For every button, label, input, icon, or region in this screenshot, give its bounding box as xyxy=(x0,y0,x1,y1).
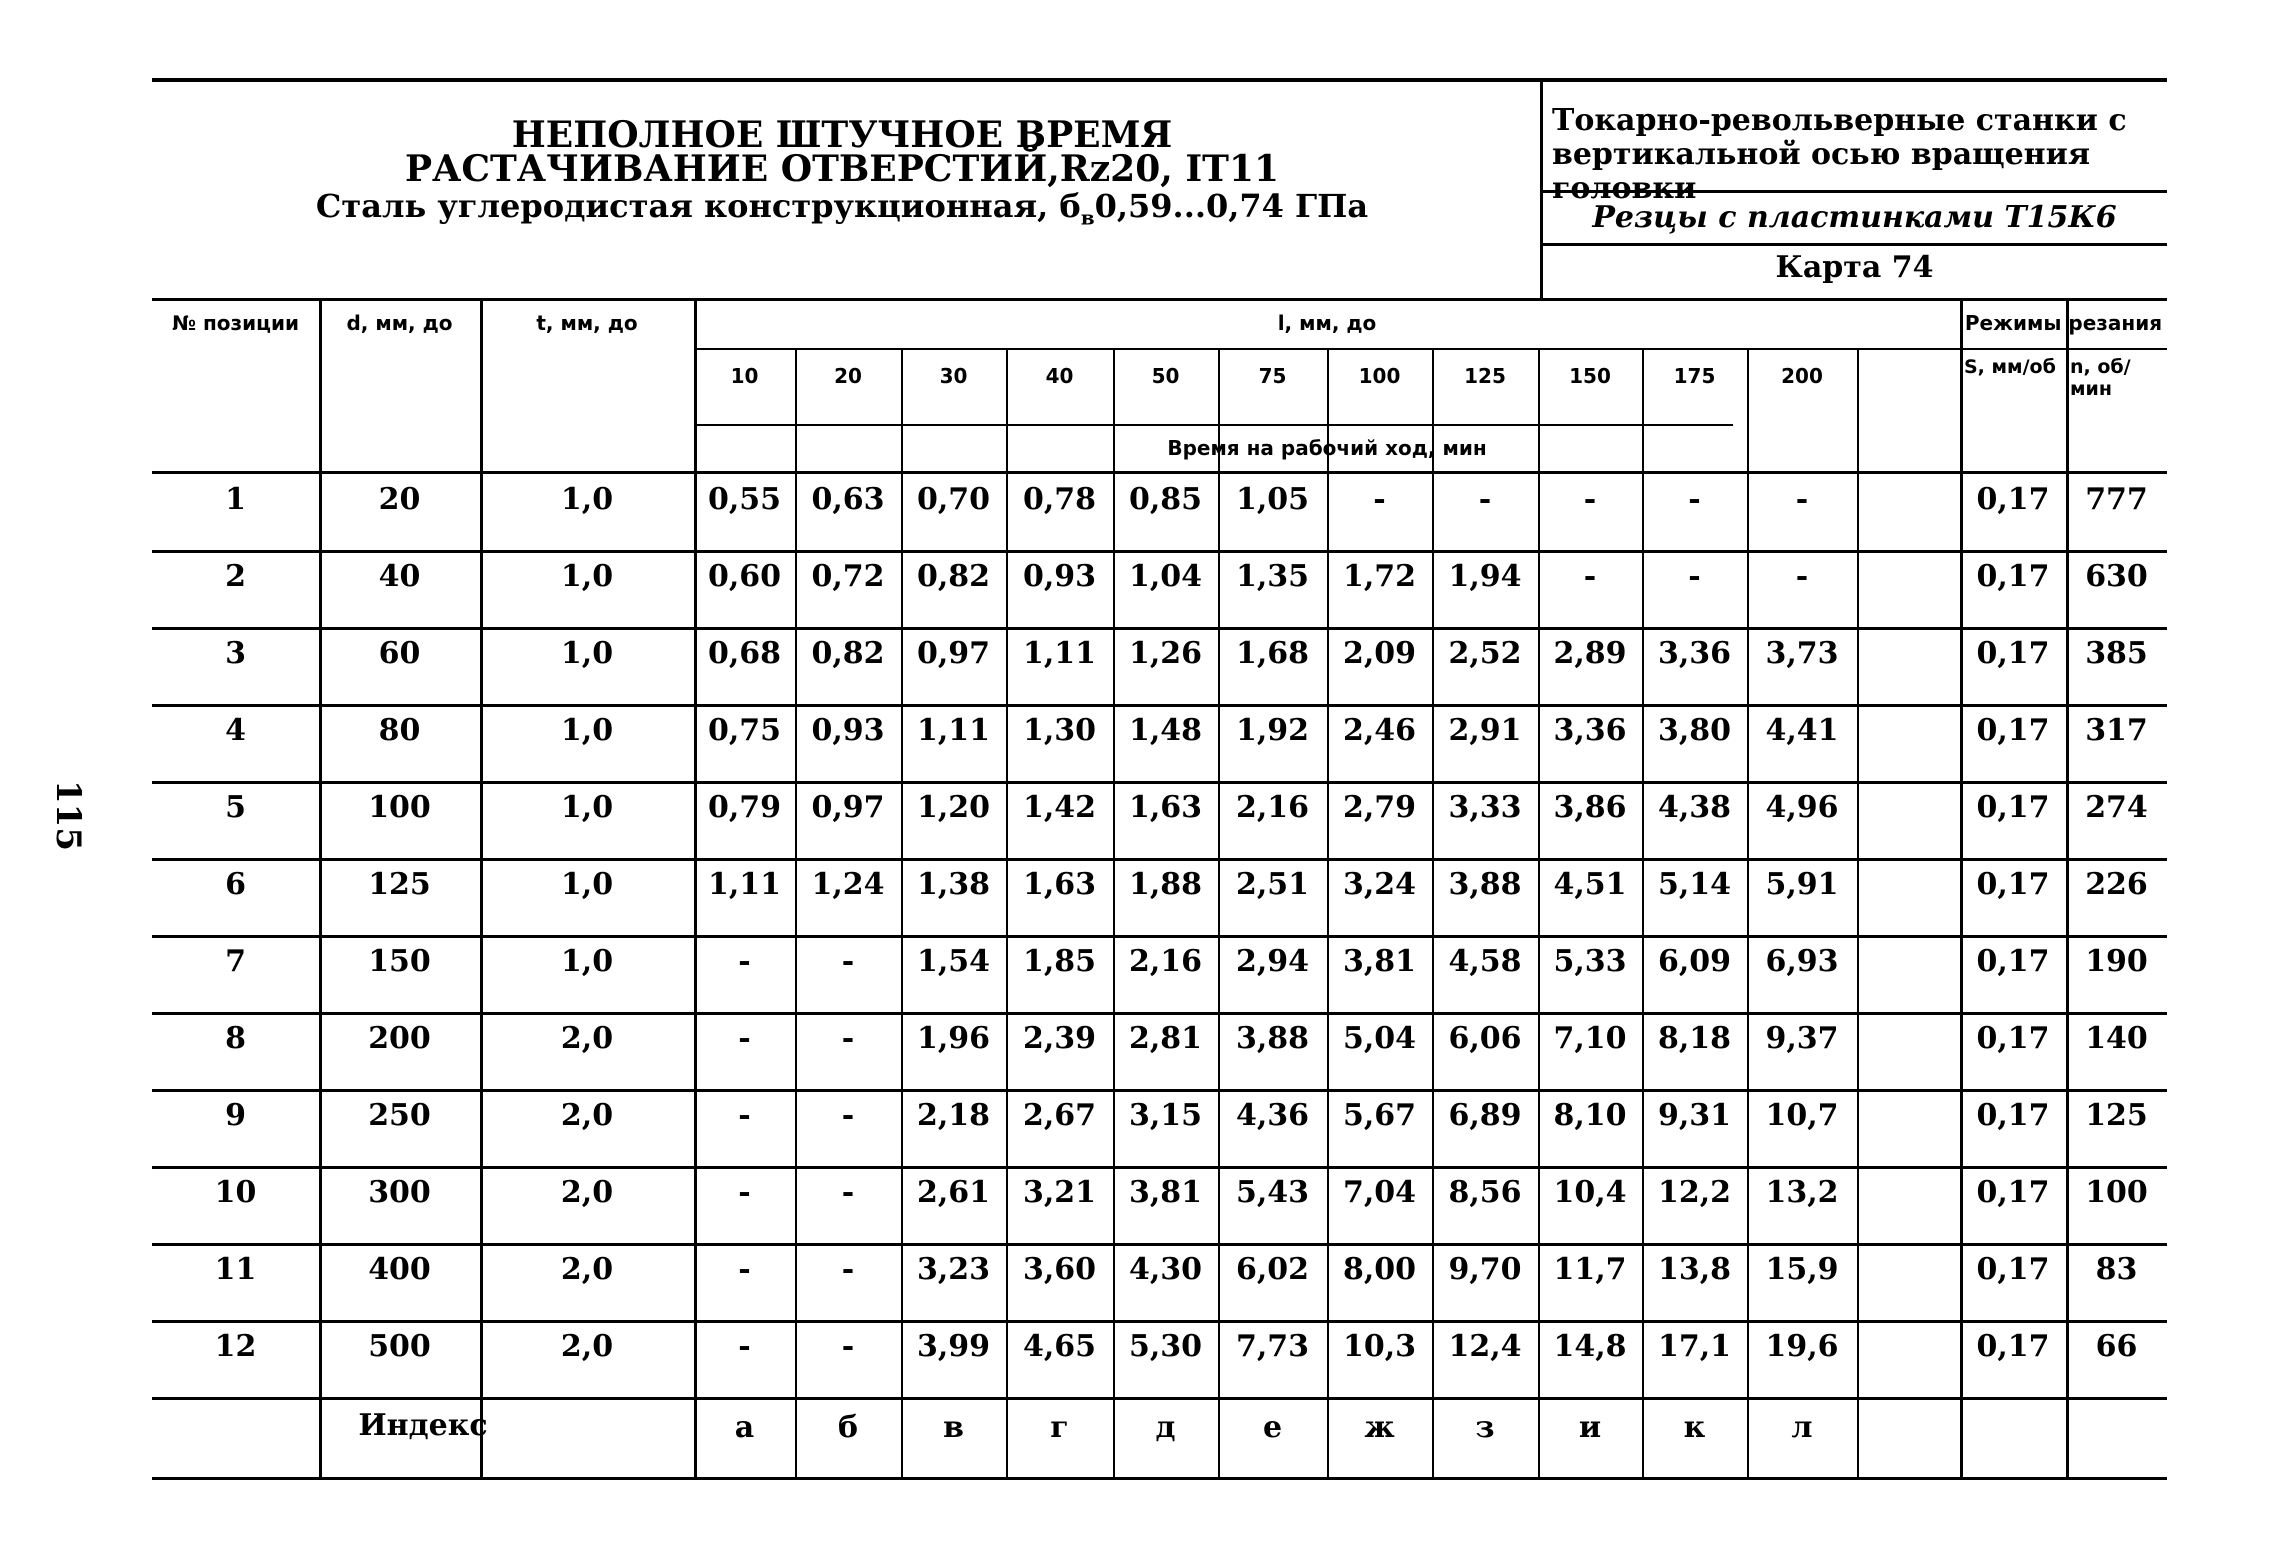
time-cell: 4,51 xyxy=(1553,867,1627,902)
row-diameter: 500 xyxy=(368,1329,431,1364)
time-cell: 14,8 xyxy=(1553,1329,1627,1364)
row-position: 3 xyxy=(225,636,246,671)
time-cell: 2,91 xyxy=(1448,713,1522,748)
time-cell: 0,75 xyxy=(707,713,782,748)
index-letter: к xyxy=(1683,1410,1706,1445)
time-cell: 2,18 xyxy=(916,1098,991,1133)
time-cell: 3,60 xyxy=(1022,1252,1097,1287)
l-value-header: 100 xyxy=(1358,364,1401,388)
time-cell: - xyxy=(1478,482,1492,517)
time-cell: 5,04 xyxy=(1342,1021,1417,1056)
time-cell: 13,2 xyxy=(1765,1175,1839,1210)
time-cell: - xyxy=(841,944,855,979)
row-depth: 2,0 xyxy=(560,1252,614,1287)
time-cell: 8,56 xyxy=(1448,1175,1522,1210)
col-header-d: d, мм, до xyxy=(346,311,453,335)
time-cell: 3,36 xyxy=(1553,713,1627,748)
row-depth: 1,0 xyxy=(560,559,614,594)
time-cell: 3,24 xyxy=(1342,867,1417,902)
time-cell: - xyxy=(1795,482,1809,517)
feed-cell: 0,17 xyxy=(1976,790,2050,825)
time-cell: 2,81 xyxy=(1128,1021,1203,1056)
row-diameter: 100 xyxy=(368,790,431,825)
feed-cell: 0,17 xyxy=(1976,1329,2050,1364)
row-depth: 2,0 xyxy=(560,1098,614,1133)
col-header-t: t, мм, до xyxy=(536,311,638,335)
row-depth: 1,0 xyxy=(560,636,614,671)
time-cell: - xyxy=(738,1329,751,1364)
time-cell: 0,93 xyxy=(1022,559,1097,594)
time-cell: 8,10 xyxy=(1553,1098,1627,1133)
time-cell: 0,93 xyxy=(811,713,885,748)
time-cell: - xyxy=(738,1021,751,1056)
time-cell: 1,30 xyxy=(1022,713,1097,748)
time-cell: 2,94 xyxy=(1235,944,1310,979)
time-cell: 7,10 xyxy=(1553,1021,1627,1056)
index-letter: ж xyxy=(1364,1410,1395,1445)
time-cell: 0,79 xyxy=(707,790,782,825)
time-cell: 1,35 xyxy=(1235,559,1310,594)
time-cell: 4,96 xyxy=(1765,790,1839,825)
page-number: 115 xyxy=(48,780,88,851)
time-cell: 3,21 xyxy=(1022,1175,1097,1210)
row-position: 2 xyxy=(225,559,246,594)
time-cell: - xyxy=(841,1021,855,1056)
norm-card-sheet xyxy=(152,78,2167,1468)
speed-cell: 66 xyxy=(2095,1329,2138,1364)
time-cell: 1,88 xyxy=(1128,867,1203,902)
time-cell: 2,67 xyxy=(1022,1098,1097,1133)
index-letter: л xyxy=(1791,1410,1813,1445)
index-letter: е xyxy=(1262,1410,1283,1445)
feed-cell: 0,17 xyxy=(1976,559,2050,594)
l-value-header: 20 xyxy=(834,364,862,388)
time-cell: 2,09 xyxy=(1342,636,1417,671)
time-cell: 2,16 xyxy=(1128,944,1203,979)
feed-cell: 0,17 xyxy=(1976,713,2050,748)
time-cell: 6,02 xyxy=(1235,1252,1310,1287)
index-letter: г xyxy=(1050,1410,1069,1445)
time-cell: 1,11 xyxy=(916,713,991,748)
time-cell: 1,05 xyxy=(1235,482,1310,517)
index-letter: б xyxy=(837,1410,858,1445)
speed-cell: 274 xyxy=(2085,790,2148,825)
time-cell: 0,68 xyxy=(707,636,782,671)
speed-cell: 630 xyxy=(2085,559,2148,594)
index-letter: и xyxy=(1578,1410,1602,1445)
time-cell: 1,42 xyxy=(1022,790,1097,825)
feed-cell: 0,17 xyxy=(1976,1098,2050,1133)
time-cell: 10,7 xyxy=(1765,1098,1839,1133)
time-cell: 0,82 xyxy=(811,636,885,671)
l-value-header: 30 xyxy=(939,364,968,388)
row-diameter: 80 xyxy=(378,713,421,748)
time-cell: 0,97 xyxy=(916,636,991,671)
time-cell: 0,72 xyxy=(811,559,885,594)
time-cell: 5,67 xyxy=(1342,1098,1417,1133)
time-cell: 5,43 xyxy=(1235,1175,1310,1210)
title-block xyxy=(152,114,1532,237)
title-line-1: НЕПОЛНОЕ ШТУЧНОЕ ВРЕМЯ xyxy=(511,114,1173,156)
time-cell: 0,60 xyxy=(707,559,782,594)
time-cell: 3,88 xyxy=(1448,867,1522,902)
machine-title xyxy=(1552,104,2167,206)
modes-header: Режимы резания xyxy=(1964,311,2163,335)
subtitle-text: Сталь углеродистая конструкционная, б xyxy=(315,187,1081,225)
time-cell: - xyxy=(841,1329,855,1364)
time-cell: - xyxy=(1373,482,1386,517)
time-cell: 3,86 xyxy=(1553,790,1627,825)
row-depth: 2,0 xyxy=(560,1175,614,1210)
time-cell: 1,11 xyxy=(1022,636,1097,671)
time-cell: 1,68 xyxy=(1235,636,1310,671)
speed-cell: 125 xyxy=(2085,1098,2148,1133)
tools-label: Резцы с пластинками Т15К6 xyxy=(1592,200,2117,235)
subtitle-subscript: в xyxy=(1080,205,1095,230)
time-cell: 4,65 xyxy=(1022,1329,1097,1364)
time-cell: 4,41 xyxy=(1765,713,1839,748)
time-cell: 1,20 xyxy=(916,790,991,825)
feed-cell: 0,17 xyxy=(1976,636,2050,671)
speed-cell: 317 xyxy=(2085,713,2148,748)
row-position: 10 xyxy=(214,1175,257,1210)
time-cell: 4,36 xyxy=(1235,1098,1310,1133)
speed-cell: 83 xyxy=(2095,1252,2138,1287)
feed-cell: 0,17 xyxy=(1976,1252,2050,1287)
title-line-2: РАСТАЧИВАНИЕ ОТВЕРСТИЙ,Rz20, IT11 xyxy=(404,148,1280,190)
feed-cell: 0,17 xyxy=(1976,482,2050,517)
row-depth: 2,0 xyxy=(560,1329,614,1364)
time-cell: - xyxy=(1688,559,1701,594)
machine-line-1: Токарно-револьверные станки с xyxy=(1552,103,2127,138)
time-cell: 0,82 xyxy=(916,559,991,594)
time-cell: 2,89 xyxy=(1553,636,1627,671)
row-position: 8 xyxy=(225,1021,246,1056)
time-cell: 6,89 xyxy=(1448,1098,1522,1133)
row-position: 12 xyxy=(214,1329,257,1364)
col-header-l: l, мм, до xyxy=(1277,311,1377,335)
subtitle-tail: 0,59...0,74 ГПа xyxy=(1094,187,1369,225)
time-cell: 17,1 xyxy=(1657,1329,1732,1364)
row-diameter: 20 xyxy=(378,482,421,517)
time-cell: 1,63 xyxy=(1022,867,1097,902)
time-cell: 3,73 xyxy=(1765,636,1839,671)
time-cell: 3,15 xyxy=(1128,1098,1203,1133)
time-cell: 8,18 xyxy=(1657,1021,1732,1056)
time-cell: 3,80 xyxy=(1657,713,1732,748)
time-cell: 2,16 xyxy=(1235,790,1310,825)
time-cell: 19,6 xyxy=(1765,1329,1839,1364)
time-cell: - xyxy=(1688,482,1701,517)
time-cell: 1,11 xyxy=(707,867,782,902)
time-cell: 3,36 xyxy=(1657,636,1732,671)
time-cell: 1,38 xyxy=(916,867,991,902)
row-position: 7 xyxy=(225,944,246,979)
time-cell: 6,09 xyxy=(1657,944,1732,979)
row-position: 6 xyxy=(225,867,246,902)
col-header-position: № позиции xyxy=(171,311,300,335)
time-cell: 3,88 xyxy=(1235,1021,1310,1056)
time-cell: 4,38 xyxy=(1657,790,1732,825)
time-cell: 2,39 xyxy=(1022,1021,1097,1056)
time-cell: - xyxy=(1795,559,1809,594)
time-cell: 12,4 xyxy=(1448,1329,1522,1364)
speed-cell: 385 xyxy=(2085,636,2148,671)
time-cell: 0,85 xyxy=(1128,482,1203,517)
time-cell: 5,91 xyxy=(1765,867,1839,902)
time-cell: 0,70 xyxy=(916,482,991,517)
row-depth: 2,0 xyxy=(560,1021,614,1056)
time-cell: 8,00 xyxy=(1342,1252,1417,1287)
row-diameter: 60 xyxy=(378,636,421,671)
time-cell: 3,23 xyxy=(916,1252,991,1287)
time-cell: 1,54 xyxy=(916,944,991,979)
speed-cell: 140 xyxy=(2085,1021,2148,1056)
l-value-header: 175 xyxy=(1673,364,1716,388)
l-value-header: 75 xyxy=(1258,364,1287,388)
index-letter: а xyxy=(734,1410,755,1445)
time-cell: 1,85 xyxy=(1022,944,1097,979)
feed-cell: 0,17 xyxy=(1976,1175,2050,1210)
row-diameter: 150 xyxy=(368,944,431,979)
index-letter: в xyxy=(943,1410,964,1445)
time-cell: 6,93 xyxy=(1765,944,1839,979)
index-label: Индекс xyxy=(358,1407,488,1443)
table-bottom-rule xyxy=(152,1477,2167,1480)
time-cell: 15,9 xyxy=(1765,1252,1839,1287)
card-number: Карта 74 xyxy=(1775,250,1934,285)
feed-cell: 0,17 xyxy=(1976,944,2050,979)
l-value-header: 10 xyxy=(730,364,759,388)
header-rule-2 xyxy=(1540,243,2167,246)
l-value-header: 150 xyxy=(1569,364,1611,388)
row-depth: 1,0 xyxy=(560,867,614,902)
top-rule xyxy=(152,78,2167,82)
time-cell: - xyxy=(841,1098,855,1133)
l-value-header: 200 xyxy=(1781,364,1823,388)
speed-cell: 100 xyxy=(2085,1175,2148,1210)
speed-cell: 777 xyxy=(2085,482,2148,517)
time-cell: 1,63 xyxy=(1128,790,1203,825)
time-cell: 0,78 xyxy=(1022,482,1097,517)
time-cell: 3,81 xyxy=(1342,944,1417,979)
time-cell: - xyxy=(1583,559,1597,594)
row-position: 1 xyxy=(225,482,246,517)
time-cell: - xyxy=(1583,482,1597,517)
row-diameter: 40 xyxy=(378,559,421,594)
row-diameter: 200 xyxy=(368,1021,431,1056)
time-cell: 4,58 xyxy=(1448,944,1522,979)
index-letter: з xyxy=(1475,1410,1495,1445)
time-cell: 3,99 xyxy=(916,1329,991,1364)
row-position: 4 xyxy=(225,713,246,748)
feed-cell: 0,17 xyxy=(1976,867,2050,902)
time-cell: 5,30 xyxy=(1128,1329,1203,1364)
row-depth: 1,0 xyxy=(560,790,614,825)
time-cell: 2,61 xyxy=(916,1175,991,1210)
row-depth: 1,0 xyxy=(560,944,614,979)
time-cell: 5,33 xyxy=(1553,944,1627,979)
row-depth: 1,0 xyxy=(560,482,614,517)
speed-cell: 226 xyxy=(2085,867,2148,902)
time-cell: 0,55 xyxy=(707,482,782,517)
col-header-n: n, об/мин xyxy=(2070,356,2131,400)
time-cell: 10,4 xyxy=(1553,1175,1627,1210)
time-cell: 6,06 xyxy=(1448,1021,1522,1056)
time-cell: 2,79 xyxy=(1342,790,1417,825)
time-cell: 0,63 xyxy=(811,482,885,517)
time-cell: 12,2 xyxy=(1657,1175,1732,1210)
row-diameter: 250 xyxy=(368,1098,431,1133)
time-cell: - xyxy=(841,1175,855,1210)
time-cell: 7,73 xyxy=(1235,1329,1310,1364)
l-value-header: 125 xyxy=(1464,364,1506,388)
row-diameter: 400 xyxy=(368,1252,431,1287)
time-cell: 7,04 xyxy=(1342,1175,1417,1210)
l-value-header: 50 xyxy=(1151,364,1180,388)
time-cell: 3,81 xyxy=(1128,1175,1203,1210)
row-diameter: 300 xyxy=(368,1175,431,1210)
time-cell: 9,37 xyxy=(1765,1021,1839,1056)
time-label: Время на рабочий ход, мин xyxy=(1167,435,1487,460)
index-letter: д xyxy=(1155,1410,1176,1445)
time-cell: 9,70 xyxy=(1448,1252,1522,1287)
time-cell: 2,46 xyxy=(1342,713,1417,748)
time-cell: 1,24 xyxy=(811,867,885,902)
time-cell: 10,3 xyxy=(1342,1329,1417,1364)
time-cell: 0,97 xyxy=(811,790,885,825)
time-cell: 3,33 xyxy=(1448,790,1522,825)
l-value-header: 40 xyxy=(1045,364,1074,388)
time-cell: 1,96 xyxy=(916,1021,991,1056)
time-cell: 5,14 xyxy=(1657,867,1732,902)
row-depth: 1,0 xyxy=(560,713,614,748)
column-rule xyxy=(1857,348,1859,1477)
time-cell: 4,30 xyxy=(1128,1252,1203,1287)
time-cell: 11,7 xyxy=(1553,1252,1627,1287)
feed-cell: 0,17 xyxy=(1976,1021,2050,1056)
time-cell: 2,51 xyxy=(1235,867,1310,902)
time-cell: - xyxy=(738,944,751,979)
material-subtitle xyxy=(152,186,1532,237)
time-cell: - xyxy=(738,1252,751,1287)
time-cell: - xyxy=(738,1175,751,1210)
time-cell: - xyxy=(841,1252,855,1287)
time-cell: 2,52 xyxy=(1448,636,1522,671)
time-cell: - xyxy=(738,1098,751,1133)
row-position: 9 xyxy=(225,1098,246,1133)
time-cell: 1,72 xyxy=(1342,559,1417,594)
time-cell: 9,31 xyxy=(1657,1098,1732,1133)
row-position: 5 xyxy=(225,790,246,825)
time-cell: 1,94 xyxy=(1448,559,1522,594)
machine-line-2: вертикальной осью вращения головки xyxy=(1552,137,2091,206)
time-cell: 1,48 xyxy=(1128,713,1203,748)
time-cell: 13,8 xyxy=(1657,1252,1732,1287)
time-cell: 1,26 xyxy=(1128,636,1203,671)
time-cell: 1,92 xyxy=(1235,713,1310,748)
time-cell: 1,04 xyxy=(1128,559,1203,594)
row-diameter: 125 xyxy=(368,867,431,902)
row-position: 11 xyxy=(214,1252,257,1287)
speed-cell: 190 xyxy=(2085,944,2148,979)
col-header-s: S, мм/об xyxy=(1964,356,2056,378)
